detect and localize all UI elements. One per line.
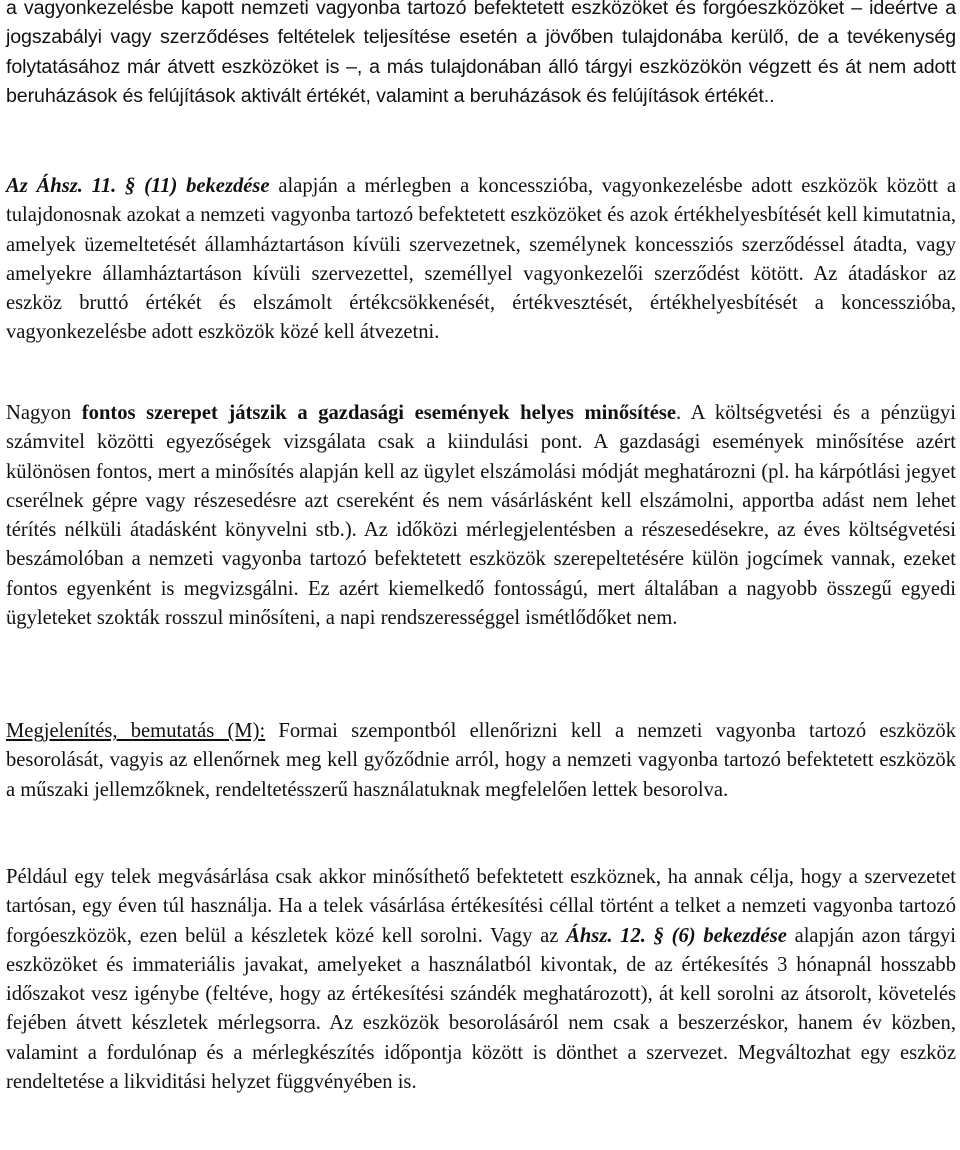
emphasis-text: fontos szerepet játszik a gazdasági események helyes minősítése [81, 402, 677, 424]
paragraph-classification [6, 399, 956, 633]
paragraph-3-lead: Nagyon [6, 402, 82, 424]
paragraph-ahsz-11 [6, 172, 956, 348]
section-heading: Megjelenítés, bemutatás (M): [6, 720, 266, 742]
paragraph-presentation [6, 717, 956, 805]
paragraph-1-text: a vagyonkezelésbe kapott nemzeti vagyonba tartozó befektetett eszközöket és forgóeszközöket – ideértve a jogszabályi vagy szerződéses feltételek teljesítése esetén a jövőben tulajdonába kerülő, de a tevékenység folytatásához már átvett eszközöket is –, a más tulajdonában álló tárgyi eszközökön végzett és át nem adott beruházások és felújítások aktivált értékét, valamint a beruházások és felújítások értékét.. [6, 0, 956, 107]
legal-reference: Az Áhsz. 11. § (11) bekezdése [6, 175, 270, 197]
paragraph-assets-listing [6, 0, 956, 111]
paragraph-2-text: alapján a mérlegben a koncesszióba, vagyonkezelésbe adott eszközök között a tulajdonosnak azokat a nemzeti vagyonba tartozó befektetett eszközöket és azok értékhelyesbítését kell kimutatnia, amelyek üzemeltetését államháztartáson kívüli szervezetnek, személynek koncessziós szerződéssel átadta, vagy amelyekre államháztartáson kívüli szervezettel, személlyel vagyonkezelői szerződést kötött. Az átadáskor az eszköz bruttó értékét és elszámolt értékcsökkenését, értékvesztését, értékhelyesbítését a koncesszióba, vagyonkezelésbe adott eszközök közé kell átvezetni. [6, 175, 956, 344]
paragraph-5-text-before: Például egy telek megvásárlása csak akkor minősíthető befektetett eszköznek, ha annak célja, hogy a szervezetet tartósan, egy éven túl használja. Ha a telek vásárlása értékesítési céllal történt a telket a nemzeti vagyonba tartozó forgóeszközök, ezen belül a készletek közé kell sorolni. Vagy az [6, 866, 956, 947]
legal-reference-12: Áhsz. 12. § (6) bekezdése [566, 924, 787, 947]
paragraph-5-text-after: alapján azon tárgyi eszközöket és immateriális javakat, amelyeket a használatból kivontak, de az értékesítés 3 hónapnál hosszabb időszakot vesz igénybe (feltéve, hogy az értékesítési szándék meghatározott), át kell sorolni az átsorolt, követelés fejében átvett készletek mérlegsorra. Az eszközök besorolásáról nem csak a beszerzéskor, hanem év közben, valamint a fordulónap és a mérlegkészítés időpontja között is dönthet a szervezet. Megváltozhat egy eszköz rendeltetése a likviditási helyzet függvényében is. [6, 924, 956, 1094]
paragraph-example [6, 863, 956, 1097]
paragraph-4-text: Formai szempontból ellenőrizni kell a nemzeti vagyonba tartozó eszközök besorolását, vagyis az ellenőrnek meg kell győződnie arról, hogy a nemzeti vagyonba tartozó befektetett eszközök a műszaki jellemzőknek, rendeltetésszerű használatuknak megfelelően lettek besorolva. [6, 720, 957, 801]
paragraph-3-text: . A költségvetési és a pénzügyi számvitel közötti egyezőségek vizsgálata csak a kiindulási pont. A gazdasági események minősítése azért különösen fontos, mert a minősítés alapján kell az ügylet elszámolási módját meghatározni (pl. ha kárpótlási jegyet cserélnek gépre vagy részesedésre azt csereként és nem vásárlásként kell elszámolni, apportba adást nem lehet térítés nélküli átadásként könyvelni stb.). Az időközi mérlegjelentésben a részesedésekre, az éves költségvetési beszámolóban a nemzeti vagyonba tartozó befektetett eszközök szerepeltetésére külön jogcímek vannak, ezeket fontos egyenként is megvizsgálni. Ez azért kiemelkedő fontosságú, mert általában a nagyobb összegű egyedi ügyleteket szokták rosszul minősíteni, a napi rendszerességgel ismétlődőket nem. [6, 402, 956, 630]
